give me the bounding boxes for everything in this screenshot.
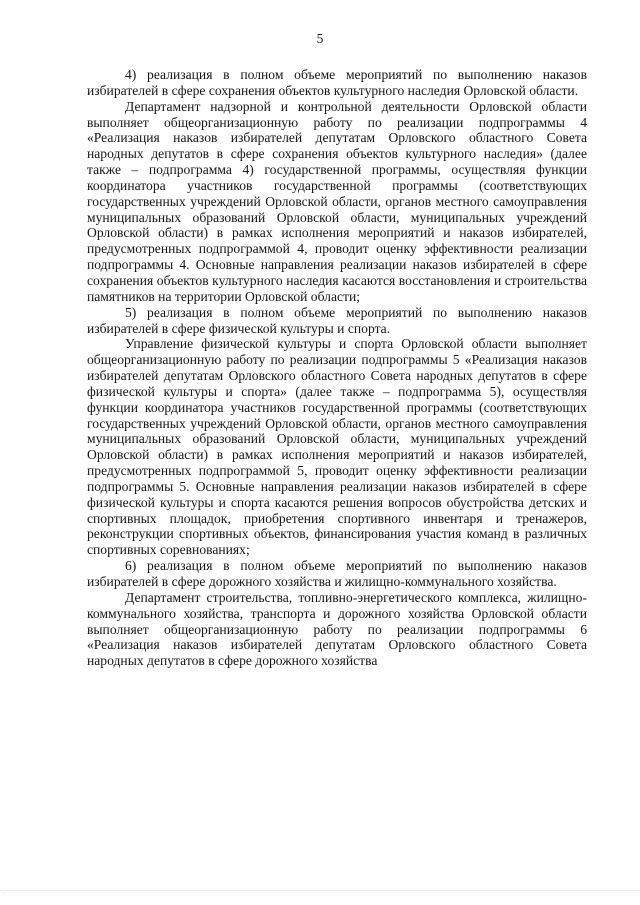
page-number: 5 [316,31,324,46]
paragraph-sport-department: Управление физической культуры и спорта Орловской области выполняет общеорганизационную работу по реализации подпрограммы 5 «Реализация наказов избирателей депутатам Орловского областного Совета народных депутатов в сфере физической культуры и спорта» (далее также – подпрограмма 5), осуществляя функции координатора участников государственной программы (соответствующих государственных учреждений Орловской области, органов местного самоуправления муниципальных образований Орловской области, муниципальных учреждений Орловской области) в рамках исполнения мероприятий и наказов избирателей, предусмотренных подпрограммой 5, проводит оценку эффективности реализации подпрограммы 5. Основные направления реализации наказов избирателей в сфере физической культуры и спорта касаются решения вопросов обустройства детских и спортивных площадок, приобретения спортивного инвентаря и тренажеров, реконструкции спортивных объектов, финансирования участия команд в различных спортивных соревнованиях; [87,336,587,558]
scan-edge-line [0,890,640,892]
document-body [87,67,587,669]
paragraph-heritage-department: Департамент надзорной и контрольной деятельности Орловской области выполняет общеорганизационную работу по реализации подпрограммы 4 «Реализация наказов избирателей депутатам Орловского областного Совета народных депутатов в сфере сохранения объектов культурного наследия» (далее также – подпрограмма 4) государственной программы, осуществляя функции координатора участников государственной программы (соответствующих государственных учреждений Орловской области, органов местного самоуправления муниципальных образований Орловской области, муниципальных учреждений Орловской области) в рамках исполнения мероприятий и наказов избирателей, предусмотренных подпрограммой 4, проводит оценку эффективности реализации подпрограммы 4. Основные направления реализации наказов избирателей в сфере сохранения объектов культурного наследия касаются восстановления и строительства памятников на территории Орловской области; [87,98,587,304]
paragraph-item-6-roads-housing: 6) реализация в полном объеме мероприятий по выполнению наказов избирателей в сфере дорожного хозяйства и жилищно-коммунального хозяйства. [87,558,587,589]
paragraph-item-4-heritage: 4) реализация в полном объеме мероприятий по выполнению наказов избирателей в сфере сохранения объектов культурного наследия Орловской области. [87,67,587,98]
paragraph-construction-department: Департамент строительства, топливно-энергетического комплекса, жилищно-коммунального хозяйства, транспорта и дорожного хозяйства Орловской области выполняет общеорганизационную работу по реализации подпрограммы 6 «Реализация наказов избирателей депутатам Орловского областного Совета народных депутатов в сфере дорожного хозяйства [87,589,587,669]
paragraph-item-5-sport: 5) реализация в полном объеме мероприятий по выполнению наказов избирателей в сфере физической культуры и спорта. [87,304,587,336]
